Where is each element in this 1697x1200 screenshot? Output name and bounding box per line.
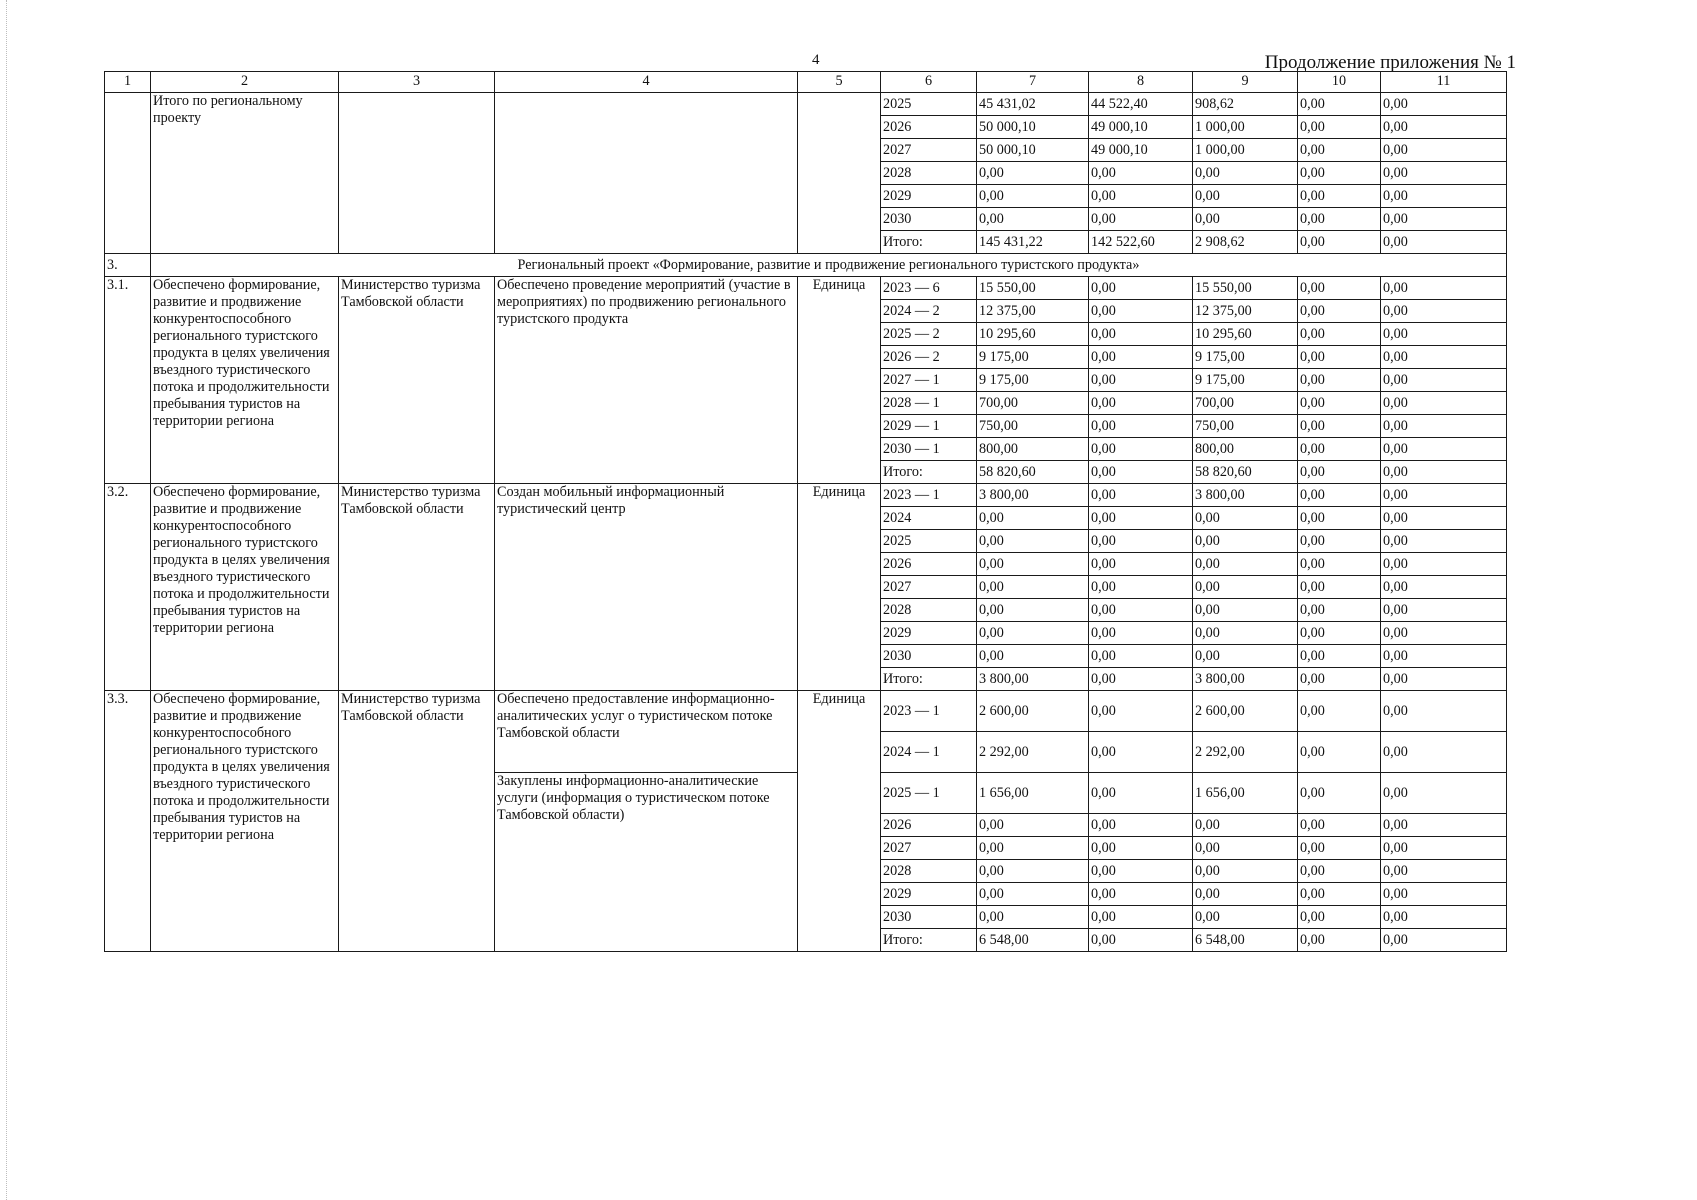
amount-cell: 12 375,00	[977, 300, 1089, 323]
amount-cell: 0,00	[1193, 837, 1298, 860]
amount-cell: 0,00	[977, 860, 1089, 883]
amount-cell: 0,00	[1298, 732, 1381, 773]
amount-cell: 0,00	[1298, 883, 1381, 906]
year-cell: 2024 — 2	[881, 300, 977, 323]
amount-cell: 0,00	[1298, 645, 1381, 668]
amount-cell: 9 175,00	[1193, 346, 1298, 369]
amount-cell: 0,00	[1381, 599, 1507, 622]
year-cell: 2028 — 1	[881, 392, 977, 415]
amount-cell: 0,00	[1381, 732, 1507, 773]
amount-cell: 908,62	[1193, 93, 1298, 116]
amount-cell: 0,00	[1298, 484, 1381, 507]
amount-cell: 0,00	[1089, 906, 1193, 929]
amount-cell: 0,00	[1089, 860, 1193, 883]
amount-cell: 44 522,40	[1089, 93, 1193, 116]
unit-cell: Единица	[798, 277, 881, 484]
amount-cell: 0,00	[1381, 484, 1507, 507]
year-cell: 2029 — 1	[881, 415, 977, 438]
table-row	[105, 691, 1507, 732]
year-cell: 2028	[881, 162, 977, 185]
column-number-row	[105, 72, 1507, 93]
amount-cell: 0,00	[1298, 773, 1381, 814]
year-cell: 2024	[881, 507, 977, 530]
amount-cell: 0,00	[1298, 185, 1381, 208]
amount-cell: 0,00	[1298, 691, 1381, 732]
amount-cell: 0,00	[1089, 162, 1193, 185]
amount-cell: 0,00	[1381, 392, 1507, 415]
amount-cell: 0,00	[1298, 208, 1381, 231]
year-cell: Итого:	[881, 668, 977, 691]
amount-cell: 0,00	[1298, 300, 1381, 323]
amount-cell: 1 656,00	[1193, 773, 1298, 814]
amount-cell: 0,00	[1089, 814, 1193, 837]
amount-cell: 0,00	[1089, 415, 1193, 438]
amount-cell: 0,00	[1089, 323, 1193, 346]
amount-cell: 6 548,00	[1193, 929, 1298, 952]
amount-cell: 0,00	[1193, 507, 1298, 530]
amount-cell: 0,00	[1193, 208, 1298, 231]
amount-cell: 1 656,00	[977, 773, 1089, 814]
amount-cell: 0,00	[1298, 277, 1381, 300]
amount-cell: 0,00	[1193, 599, 1298, 622]
year-cell: Итого:	[881, 231, 977, 254]
amount-cell: 2 292,00	[977, 732, 1089, 773]
amount-cell: 15 550,00	[977, 277, 1089, 300]
item-name-cell: Обеспечено формирование, развитие и продвижение конкурентоспособного регионального туристского продукта в целях увеличения въездного туристического потока и продолжительности пребывания туристов на территории региона	[151, 484, 339, 691]
amount-cell: 700,00	[1193, 392, 1298, 415]
amount-cell: 0,00	[1298, 392, 1381, 415]
executor-cell: Министерство туризма Тамбовской области	[339, 484, 495, 691]
amount-cell: 0,00	[1381, 438, 1507, 461]
amount-cell: 700,00	[977, 392, 1089, 415]
amount-cell: 0,00	[1193, 530, 1298, 553]
section-title-cell: Региональный проект «Формирование, развитие и продвижение регионального туристского продукта»	[151, 254, 1507, 277]
year-cell: Итого:	[881, 461, 977, 484]
total-label-cell: Итого по региональному проекту	[151, 93, 339, 254]
amount-cell: 58 820,60	[977, 461, 1089, 484]
year-cell: 2027	[881, 576, 977, 599]
year-cell: 2026	[881, 553, 977, 576]
year-cell: 2025	[881, 93, 977, 116]
amount-cell: 0,00	[1298, 929, 1381, 952]
amount-cell: 0,00	[1089, 484, 1193, 507]
amount-cell: 0,00	[1089, 300, 1193, 323]
amount-cell: 0,00	[977, 162, 1089, 185]
amount-cell: 50 000,10	[977, 116, 1089, 139]
row-number-cell	[105, 93, 151, 254]
scan-edge-line	[6, 0, 8, 1200]
amount-cell: 0,00	[1381, 576, 1507, 599]
amount-cell: 0,00	[1298, 93, 1381, 116]
amount-cell: 0,00	[1298, 415, 1381, 438]
amount-cell: 0,00	[1298, 622, 1381, 645]
amount-cell: 0,00	[1089, 576, 1193, 599]
amount-cell: 49 000,10	[1089, 139, 1193, 162]
amount-cell: 0,00	[1089, 599, 1193, 622]
amount-cell: 2 600,00	[1193, 691, 1298, 732]
section-row	[105, 254, 1507, 277]
amount-cell: 0,00	[1381, 369, 1507, 392]
amount-cell: 0,00	[977, 185, 1089, 208]
unit-cell: Единица	[798, 484, 881, 691]
year-cell: Итого:	[881, 929, 977, 952]
amount-cell: 3 800,00	[1193, 668, 1298, 691]
amount-cell: 0,00	[1298, 323, 1381, 346]
year-cell: 2023 — 1	[881, 691, 977, 732]
amount-cell: 0,00	[1381, 860, 1507, 883]
amount-cell: 0,00	[1298, 599, 1381, 622]
amount-cell: 0,00	[1089, 346, 1193, 369]
year-cell: 2026	[881, 116, 977, 139]
amount-cell: 1 000,00	[1193, 139, 1298, 162]
executor-cell: Министерство туризма Тамбовской области	[339, 277, 495, 484]
amount-cell: 0,00	[1193, 906, 1298, 929]
section-number-cell: 3.	[105, 254, 151, 277]
year-cell: 2023 — 6	[881, 277, 977, 300]
year-cell: 2028	[881, 860, 977, 883]
amount-cell: 0,00	[1089, 208, 1193, 231]
amount-cell: 0,00	[1298, 553, 1381, 576]
amount-cell: 0,00	[1381, 773, 1507, 814]
result-cell: Создан мобильный информационный туристический центр	[495, 484, 798, 691]
year-cell: 2030	[881, 645, 977, 668]
amount-cell: 0,00	[1298, 576, 1381, 599]
amount-cell: 0,00	[1298, 369, 1381, 392]
table-body	[105, 72, 1507, 952]
amount-cell: 0,00	[1089, 507, 1193, 530]
amount-cell: 10 295,60	[977, 323, 1089, 346]
amount-cell: 0,00	[1381, 814, 1507, 837]
amount-cell: 0,00	[1381, 461, 1507, 484]
amount-cell: 0,00	[1193, 162, 1298, 185]
amount-cell: 0,00	[1381, 208, 1507, 231]
amount-cell: 0,00	[977, 553, 1089, 576]
amount-cell: 0,00	[1089, 732, 1193, 773]
table-row	[105, 93, 1507, 116]
result-cell: Закуплены информационно-аналитические услуги (информация о туристическом потоке Тамбовской области)	[495, 773, 798, 952]
amount-cell: 9 175,00	[977, 369, 1089, 392]
amount-cell: 0,00	[1089, 530, 1193, 553]
amount-cell: 0,00	[1298, 139, 1381, 162]
amount-cell: 0,00	[1089, 622, 1193, 645]
amount-cell: 0,00	[1298, 860, 1381, 883]
amount-cell: 0,00	[1381, 906, 1507, 929]
amount-cell: 0,00	[1298, 116, 1381, 139]
amount-cell: 49 000,10	[1089, 116, 1193, 139]
amount-cell: 0,00	[977, 837, 1089, 860]
amount-cell: 0,00	[1089, 277, 1193, 300]
executor-cell	[339, 93, 495, 254]
column-number-cell: 9	[1193, 72, 1298, 93]
amount-cell: 0,00	[1089, 883, 1193, 906]
amount-cell: 2 908,62	[1193, 231, 1298, 254]
amount-cell: 2 292,00	[1193, 732, 1298, 773]
amount-cell: 0,00	[1089, 185, 1193, 208]
amount-cell: 0,00	[977, 530, 1089, 553]
amount-cell: 12 375,00	[1193, 300, 1298, 323]
amount-cell: 0,00	[1193, 860, 1298, 883]
column-number-cell: 4	[495, 72, 798, 93]
amount-cell: 0,00	[1381, 837, 1507, 860]
amount-cell: 0,00	[1381, 277, 1507, 300]
amount-cell: 0,00	[977, 208, 1089, 231]
item-number-cell: 3.1.	[105, 277, 151, 484]
year-cell: 2025 — 1	[881, 773, 977, 814]
year-cell: 2029	[881, 883, 977, 906]
item-name-cell: Обеспечено формирование, развитие и продвижение конкурентоспособного регионального туристского продукта в целях увеличения въездного туристического потока и продолжительности пребывания туристов на территории региона	[151, 691, 339, 952]
table-row	[105, 484, 1507, 507]
amount-cell: 0,00	[1193, 576, 1298, 599]
item-number-cell: 3.2.	[105, 484, 151, 691]
amount-cell: 0,00	[1089, 691, 1193, 732]
amount-cell: 0,00	[1089, 369, 1193, 392]
amount-cell: 0,00	[1298, 507, 1381, 530]
amount-cell: 15 550,00	[1193, 277, 1298, 300]
amount-cell: 750,00	[977, 415, 1089, 438]
amount-cell: 0,00	[1298, 530, 1381, 553]
amount-cell: 0,00	[1193, 553, 1298, 576]
year-cell: 2030 — 1	[881, 438, 977, 461]
amount-cell: 2 600,00	[977, 691, 1089, 732]
amount-cell: 0,00	[977, 883, 1089, 906]
table-row	[105, 277, 1507, 300]
item-name-cell: Обеспечено формирование, развитие и продвижение конкурентоспособного регионального туристского продукта в целях увеличения въездного туристического потока и продолжительности пребывания туристов на территории региона	[151, 277, 339, 484]
amount-cell: 0,00	[1089, 645, 1193, 668]
amount-cell: 0,00	[1381, 323, 1507, 346]
year-cell: 2027	[881, 139, 977, 162]
amount-cell: 0,00	[1381, 668, 1507, 691]
amount-cell: 0,00	[1381, 346, 1507, 369]
year-cell: 2026	[881, 814, 977, 837]
amount-cell: 0,00	[1193, 185, 1298, 208]
amount-cell: 0,00	[1381, 185, 1507, 208]
amount-cell: 0,00	[1381, 645, 1507, 668]
amount-cell: 750,00	[1193, 415, 1298, 438]
unit-cell	[798, 93, 881, 254]
amount-cell: 0,00	[977, 576, 1089, 599]
year-cell: 2027 — 1	[881, 369, 977, 392]
amount-cell: 9 175,00	[977, 346, 1089, 369]
amount-cell: 0,00	[1193, 645, 1298, 668]
budget-table	[104, 71, 1507, 952]
column-number-cell: 2	[151, 72, 339, 93]
amount-cell: 45 431,02	[977, 93, 1089, 116]
amount-cell: 0,00	[1381, 929, 1507, 952]
amount-cell: 0,00	[1381, 507, 1507, 530]
column-number-cell: 10	[1298, 72, 1381, 93]
executor-cell: Министерство туризма Тамбовской области	[339, 691, 495, 952]
amount-cell: 3 800,00	[1193, 484, 1298, 507]
amount-cell: 1 000,00	[1193, 116, 1298, 139]
amount-cell: 0,00	[977, 906, 1089, 929]
amount-cell: 0,00	[1298, 438, 1381, 461]
amount-cell: 0,00	[1089, 837, 1193, 860]
amount-cell: 0,00	[1298, 461, 1381, 484]
column-number-cell: 11	[1381, 72, 1507, 93]
amount-cell: 0,00	[1089, 929, 1193, 952]
amount-cell: 0,00	[1193, 622, 1298, 645]
amount-cell: 3 800,00	[977, 484, 1089, 507]
amount-cell: 0,00	[1298, 162, 1381, 185]
year-cell: 2026 — 2	[881, 346, 977, 369]
column-number-cell: 8	[1089, 72, 1193, 93]
result-cell: Обеспечено предоставление информационно-аналитических услуг о туристическом потоке Тамбовской области	[495, 691, 798, 773]
amount-cell: 0,00	[1298, 906, 1381, 929]
amount-cell: 0,00	[1298, 346, 1381, 369]
appendix-caption: Продолжение приложения № 1	[1264, 52, 1516, 73]
year-cell: 2025	[881, 530, 977, 553]
amount-cell: 0,00	[1089, 438, 1193, 461]
amount-cell: 0,00	[1381, 883, 1507, 906]
year-cell: 2030	[881, 208, 977, 231]
year-cell: 2028	[881, 599, 977, 622]
amount-cell: 0,00	[1298, 837, 1381, 860]
result-cell: Обеспечено проведение мероприятий (участие в мероприятиях) по продвижению регионального туристского продукта	[495, 277, 798, 484]
page-number: 4	[812, 52, 820, 68]
amount-cell: 0,00	[1193, 814, 1298, 837]
amount-cell: 0,00	[1089, 773, 1193, 814]
amount-cell: 0,00	[1381, 300, 1507, 323]
year-cell: 2027	[881, 837, 977, 860]
amount-cell: 0,00	[1381, 93, 1507, 116]
year-cell: 2030	[881, 906, 977, 929]
amount-cell: 0,00	[977, 622, 1089, 645]
column-number-cell: 3	[339, 72, 495, 93]
amount-cell: 0,00	[1381, 116, 1507, 139]
amount-cell: 0,00	[977, 645, 1089, 668]
amount-cell: 58 820,60	[1193, 461, 1298, 484]
amount-cell: 800,00	[1193, 438, 1298, 461]
amount-cell: 0,00	[1381, 162, 1507, 185]
amount-cell: 0,00	[1298, 668, 1381, 691]
amount-cell: 0,00	[977, 814, 1089, 837]
column-number-cell: 1	[105, 72, 151, 93]
amount-cell: 6 548,00	[977, 929, 1089, 952]
result-cell	[495, 93, 798, 254]
amount-cell: 800,00	[977, 438, 1089, 461]
amount-cell: 0,00	[1298, 231, 1381, 254]
amount-cell: 0,00	[1089, 461, 1193, 484]
amount-cell: 0,00	[1381, 622, 1507, 645]
amount-cell: 0,00	[1381, 530, 1507, 553]
unit-cell: Единица	[798, 691, 881, 952]
amount-cell: 0,00	[1089, 392, 1193, 415]
amount-cell: 50 000,10	[977, 139, 1089, 162]
amount-cell: 0,00	[1381, 415, 1507, 438]
amount-cell: 0,00	[1089, 668, 1193, 691]
year-cell: 2025 — 2	[881, 323, 977, 346]
amount-cell: 3 800,00	[977, 668, 1089, 691]
amount-cell: 0,00	[1381, 139, 1507, 162]
year-cell: 2024 — 1	[881, 732, 977, 773]
year-cell: 2029	[881, 622, 977, 645]
amount-cell: 0,00	[1381, 691, 1507, 732]
amount-cell: 9 175,00	[1193, 369, 1298, 392]
year-cell: 2029	[881, 185, 977, 208]
amount-cell: 0,00	[1193, 883, 1298, 906]
item-number-cell: 3.3.	[105, 691, 151, 952]
amount-cell: 0,00	[977, 507, 1089, 530]
column-number-cell: 6	[881, 72, 977, 93]
amount-cell: 145 431,22	[977, 231, 1089, 254]
amount-cell: 142 522,60	[1089, 231, 1193, 254]
amount-cell: 0,00	[1298, 814, 1381, 837]
column-number-cell: 5	[798, 72, 881, 93]
amount-cell: 0,00	[1381, 553, 1507, 576]
amount-cell: 0,00	[1381, 231, 1507, 254]
amount-cell: 10 295,60	[1193, 323, 1298, 346]
amount-cell: 0,00	[977, 599, 1089, 622]
year-cell: 2023 — 1	[881, 484, 977, 507]
column-number-cell: 7	[977, 72, 1089, 93]
amount-cell: 0,00	[1089, 553, 1193, 576]
